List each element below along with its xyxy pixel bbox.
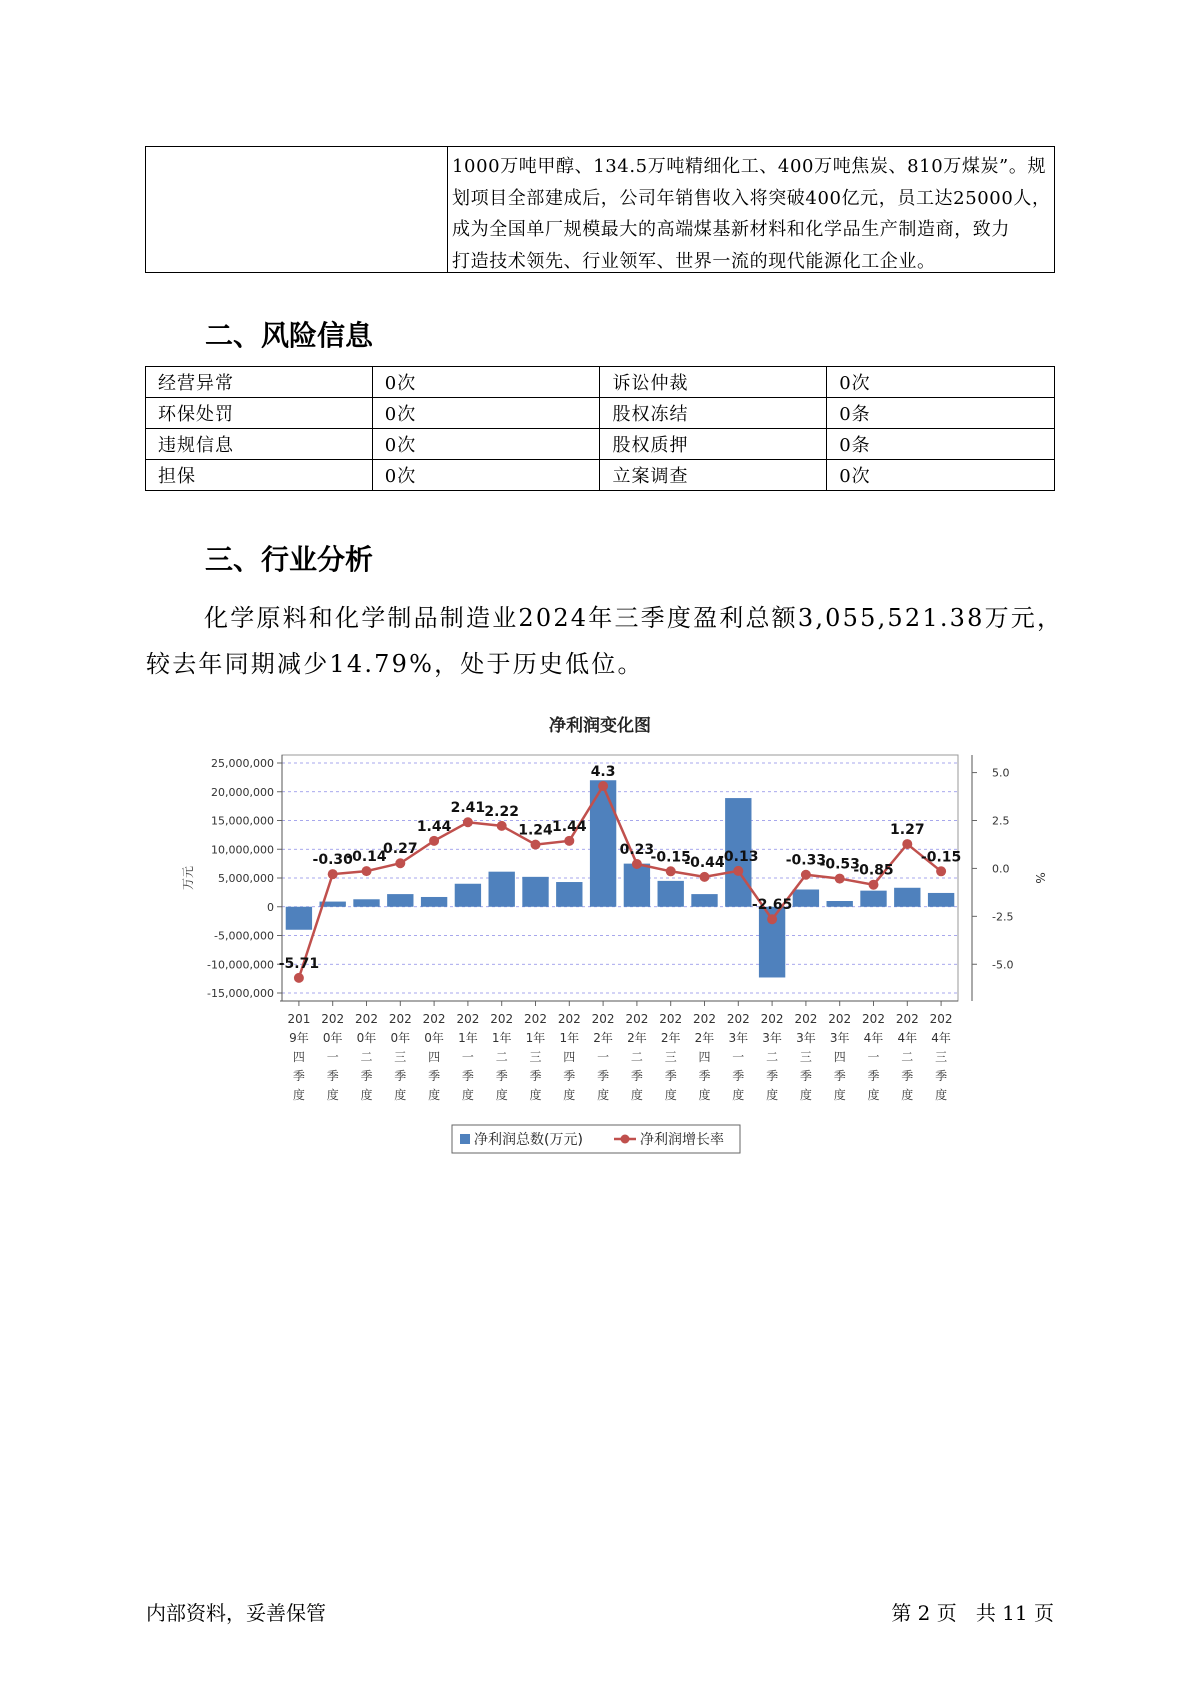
- data-label: -0.15: [920, 849, 962, 866]
- y2-tick-label: -2.5: [992, 910, 1014, 924]
- x-tick-label: 202 1年四季度: [557, 1012, 581, 1102]
- growth-point: [362, 866, 372, 876]
- growth-point: [294, 973, 304, 983]
- growth-point: [700, 872, 710, 882]
- growth-point: [395, 858, 405, 868]
- description-line: 1000万吨甲醇、134.5万吨精细化工、400万吨焦炭、810万煤炭”。规: [452, 156, 1047, 177]
- net-profit-chart: [170, 705, 1050, 1175]
- x-tick-label: 202 2年四季度: [693, 1012, 716, 1102]
- data-label: 1.44: [552, 818, 587, 835]
- data-label: -0.33: [785, 852, 827, 869]
- data-label: -0.13: [718, 848, 759, 865]
- growth-point: [429, 836, 439, 846]
- table-divider: [447, 147, 448, 272]
- x-tick-label: 202 3年一季度: [726, 1012, 750, 1102]
- risk-value: 0次: [827, 367, 1055, 398]
- bar: [455, 884, 481, 907]
- risk-label: 环保处罚: [146, 398, 373, 429]
- y2-axis-label: %: [1033, 872, 1047, 884]
- risk-label: 股权质押: [600, 429, 827, 460]
- growth-point: [835, 874, 845, 884]
- risk-value: 0次: [372, 460, 600, 491]
- risk-label: 股权冻结: [600, 398, 827, 429]
- growth-point: [666, 866, 676, 876]
- data-label: -5.71: [278, 955, 320, 972]
- data-label: 0.23: [619, 842, 655, 859]
- x-tick-label: 202 1年三季度: [524, 1012, 547, 1102]
- y2-tick-label: 0.0: [992, 862, 1010, 876]
- bar: [658, 881, 684, 907]
- x-tick-label: 202 3年四季度: [828, 1012, 852, 1102]
- industry-paragraph-line: 化学原料和化学制品制造业2024年三季度盈利总额3,055,521.38万元，: [204, 604, 1064, 632]
- growth-point: [632, 859, 642, 869]
- y-tick-label: 15,000,000: [211, 814, 274, 828]
- growth-point: [598, 781, 608, 791]
- y-tick-label: 20,000,000: [211, 785, 274, 799]
- risk-value: 0条: [827, 398, 1055, 429]
- table-row: [146, 460, 1055, 491]
- risk-value: 0条: [827, 429, 1055, 460]
- company-description-cell: [452, 151, 1052, 277]
- y-tick-label: 25,000,000: [211, 757, 274, 770]
- growth-point: [328, 869, 338, 879]
- y-tick-label: 0: [267, 900, 274, 914]
- growth-point: [531, 840, 541, 850]
- y-axis-label: 万元: [181, 865, 195, 891]
- x-tick-label: 202 0年三季度: [388, 1012, 412, 1102]
- bar: [928, 893, 954, 907]
- table-row: [146, 429, 1055, 460]
- risk-value: 0次: [372, 429, 600, 460]
- risk-label: 经营异常: [146, 367, 373, 398]
- bar: [793, 890, 819, 907]
- y2-tick-label: 2.5: [992, 814, 1010, 828]
- growth-point: [767, 914, 777, 924]
- data-label: -0.44: [684, 854, 725, 871]
- growth-point: [902, 839, 912, 849]
- footer-confidential: 内部资料，妥善保管: [146, 1601, 326, 1625]
- chart-title: 净利润变化图: [549, 716, 651, 736]
- legend-item: 净利润增长率: [640, 1132, 724, 1148]
- continuation-table: [145, 146, 1055, 273]
- description-line: 打造技术领先、行业领军、世界一流的现代能源化工企业。: [452, 250, 936, 272]
- y-tick-label: -15,000,000: [207, 987, 274, 1000]
- x-tick-label: 202 2年三季度: [659, 1012, 683, 1102]
- section-title-industry: 三、行业分析: [205, 543, 374, 576]
- growth-point: [869, 880, 879, 890]
- risk-label: 诉讼仲裁: [600, 367, 827, 398]
- x-tick-label: 202 4年二季度: [895, 1012, 919, 1102]
- bar: [691, 894, 717, 907]
- x-tick-label: 202 2年二季度: [625, 1012, 649, 1102]
- page-number: 第 2 页 共 11 页: [891, 1601, 1054, 1625]
- bar: [387, 894, 413, 907]
- data-label: 4.3: [590, 764, 616, 780]
- data-label: 1.27: [890, 822, 925, 839]
- growth-point: [497, 821, 507, 831]
- y-tick-label: -5,000,000: [214, 929, 274, 943]
- data-label: -0.53: [819, 856, 860, 873]
- bar: [489, 872, 515, 907]
- x-tick-label: 201 9年四季度: [287, 1012, 311, 1102]
- bar: [894, 888, 920, 907]
- bar: [353, 899, 379, 906]
- x-tick-label: 202 1年一季度: [456, 1012, 480, 1102]
- industry-paragraph-line: 较去年同期减少14.79%，处于历史低位。: [146, 650, 644, 678]
- section-title-risk: 二、风险信息: [205, 319, 374, 352]
- bar: [624, 864, 650, 907]
- risk-label: 违规信息: [146, 429, 373, 460]
- risk-value: 0次: [372, 398, 600, 429]
- bar: [421, 897, 447, 907]
- growth-point: [463, 817, 473, 827]
- growth-point: [801, 870, 811, 880]
- y-tick-label: 5,000,000: [218, 872, 274, 885]
- x-tick-label: 202 4年一季度: [862, 1012, 885, 1102]
- table-row: [146, 398, 1055, 429]
- x-tick-label: 202 1年二季度: [490, 1012, 514, 1102]
- growth-point: [733, 866, 743, 876]
- bar: [522, 877, 548, 907]
- data-label: -0.30: [312, 852, 353, 869]
- risk-info-table: [145, 366, 1055, 491]
- legend-swatch-bar: [460, 1134, 470, 1144]
- x-tick-label: 202 0年四季度: [422, 1012, 446, 1102]
- table-row: [146, 367, 1055, 398]
- risk-value: 0次: [372, 367, 600, 398]
- data-label: 2.22: [484, 803, 519, 820]
- data-label: -0.14: [346, 849, 387, 866]
- x-tick-label: 202 3年三季度: [794, 1012, 818, 1102]
- legend-swatch-marker: [621, 1135, 630, 1144]
- x-tick-label: 202 0年二季度: [355, 1012, 378, 1102]
- description-line: 成为全国单厂规模最大的高端煤基新材料和化学品生产制造商，致力: [452, 219, 1010, 240]
- data-label: -0.15: [650, 849, 691, 866]
- y2-tick-label: 5.0: [992, 766, 1010, 780]
- risk-label: 担保: [146, 460, 373, 491]
- bar: [286, 907, 312, 930]
- growth-point: [564, 836, 574, 846]
- x-tick-label: 202 3年二季度: [760, 1012, 784, 1102]
- bar: [860, 891, 886, 907]
- data-label: 1.44: [416, 818, 452, 835]
- y2-tick-label: -5.0: [992, 958, 1014, 972]
- x-tick-label: 202 0年一季度: [321, 1012, 345, 1102]
- data-label: -0.85: [853, 862, 894, 879]
- bar: [827, 901, 853, 907]
- data-label: 0.27: [383, 841, 418, 858]
- risk-label: 立案调查: [600, 460, 827, 491]
- growth-point: [936, 866, 946, 876]
- risk-value: 0次: [827, 460, 1055, 491]
- y-tick-label: 10,000,000: [211, 843, 274, 857]
- y-tick-label: -10,000,000: [207, 958, 274, 972]
- data-label: 2.41: [450, 800, 486, 817]
- data-label: 1.24: [518, 822, 553, 839]
- x-tick-label: 202 4年三季度: [929, 1012, 953, 1102]
- legend-item: 净利润总数(万元): [474, 1132, 583, 1148]
- data-label: -2.65: [751, 897, 793, 914]
- x-tick-label: 202 2年一季度: [591, 1012, 615, 1102]
- bar: [556, 882, 582, 907]
- description-line: 划项目全部建成后，公司年销售收入将突破400亿元，员工达25000人，: [452, 187, 1051, 209]
